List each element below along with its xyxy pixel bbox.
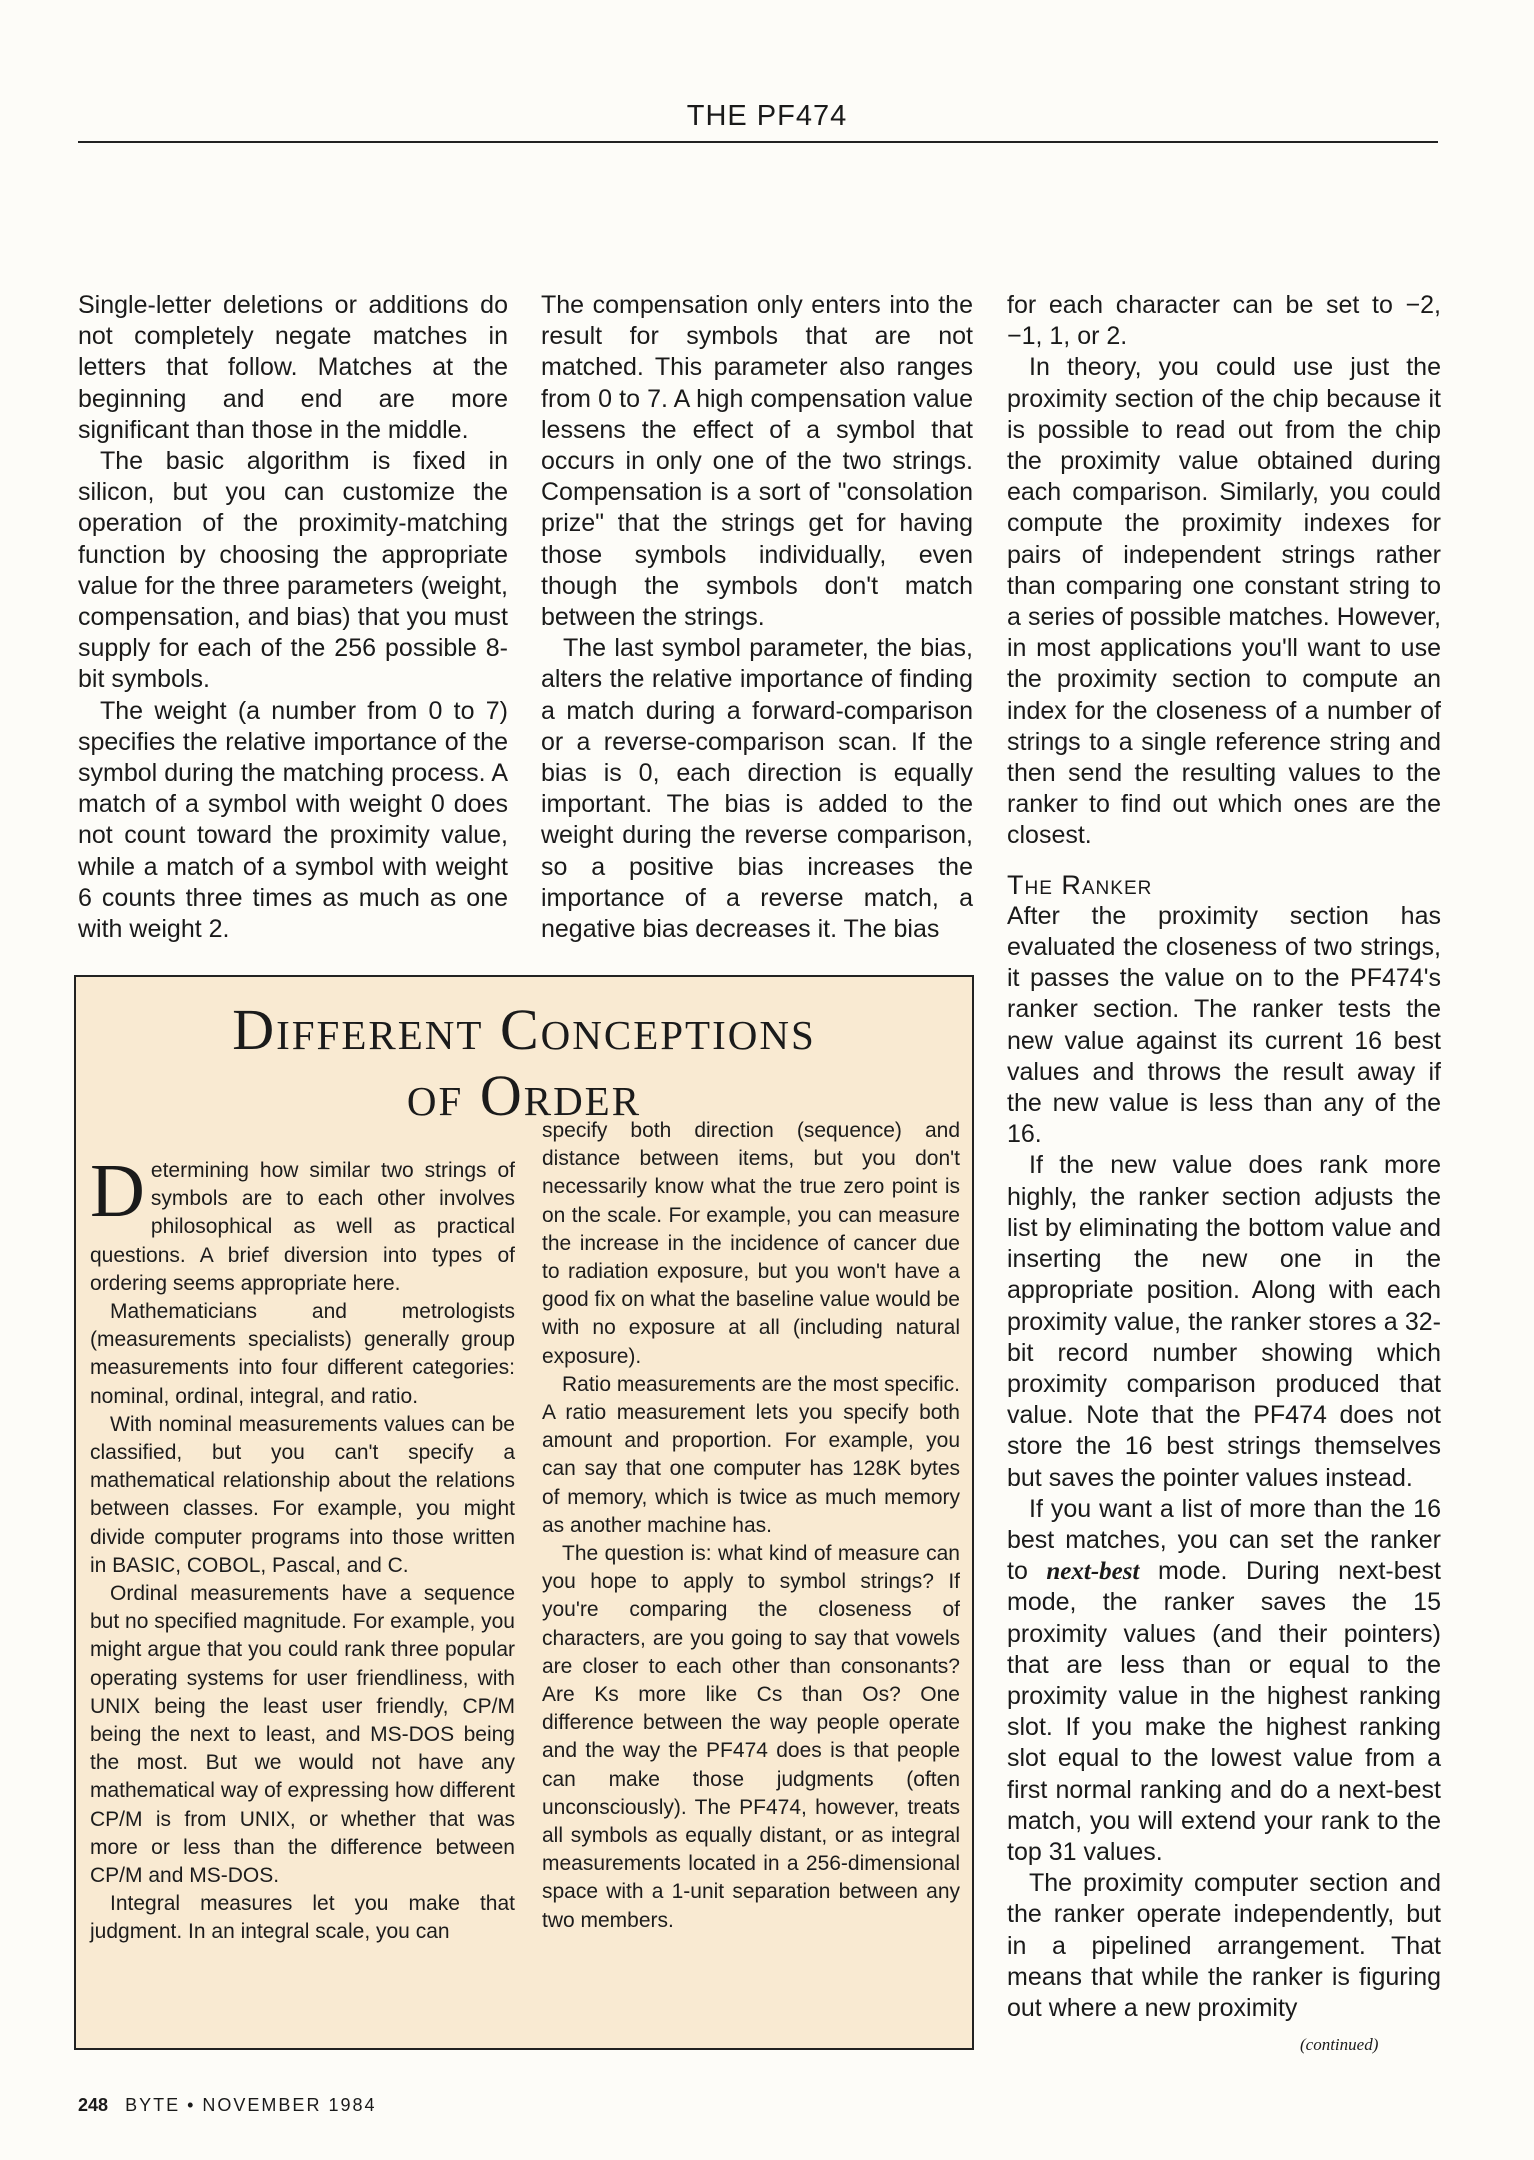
paragraph: for each character can be set to −2, −1, 1, or 2. [1007,291,1441,351]
paragraph: The basic algorithm is fixed in silicon, but you can customize the operation of the proximity-matching function by choosing the appropriate value for the three parameters (weight, compensation, and bias) that you must supply for each of the 256 possible 8-bit symbols. [78,447,508,694]
paragraph: Single-letter deletions or additions do not completely negate matches in letters that follow. Matches at the beginning and end are more significant than those in the middle. [78,291,508,444]
page-number: 248 [78,2095,109,2115]
paragraph: The proximity computer section and the ranker operate independently, but in a pipelined arrangement. That means that while the ranker is figuring out where a new proximity [1007,1869,1441,2022]
footer-separator: • [187,2095,196,2115]
header-rule [78,141,1438,143]
continued-marker: (continued) [1300,2035,1379,2054]
paragraph: If the new value does rank more highly, the ranker section adjusts the list by eliminating the bottom value and inserting the new one in the appropriate position. Along with each proximity value, the ranker stores a 32-bit record number showing which proximity comparison produced that value. Note that the PF474 does not store the 16 best strings themselves but saves the pointer values instead. [1007,1151,1441,1492]
paragraph: The compensation only enters into the result for symbols that are not matched. This parameter also ranges from 0 to 7. A high compensation value lessens the effect of a symbol that occurs in only one of the two strings. Compensation is a sort of "consolation prize" that the strings get for having those symbols individually, even though the symbols don't match between the strings. [541,291,973,632]
page-footer [78,2095,376,2116]
article-column-3 [1007,290,1441,2024]
drop-cap: D [90,1149,145,1233]
article-column-2 [541,290,973,945]
paragraph: The question is: what kind of measure can you hope to apply to symbol strings? If you're comparing the closeness of characters, are you going to say that vowels are closer to each other than consonants? Are Ks more like Cs than Os? One difference between the way people operate and the way the PF474 does is that people can make those judgments (often unconsciously). The PF474, however, treats all symbols as equally distant, or as integral measurements located in a 256-dimensional space with a 1-unit separation between any two members. [542,1542,960,1932]
magazine-name: BYTE [125,2095,181,2115]
term-next-best: next-best [1046,1558,1140,1586]
paragraph: Mathematicians and metrologists (measurements specialists) generally group measurements into four different categories: nominal, ordinal, integral, and ratio. [90,1300,515,1408]
paragraph: The weight (a number from 0 to 7) specifies the relative importance of the symbol during the matching process. A match of a symbol with weight 0 does not count toward the proximity value, while a match of a symbol with weight 6 counts three times as much as one with weight 2. [78,696,508,944]
text-run: etermining how similar two strings of symbols are to each other involves philosophical as well as practical questions. A brief diversion into types of ordering seems appropriate here. [90,1159,515,1295]
paragraph: specify both direction (sequence) and distance between items, but you don't necessarily know what the true zero point is on the scale. For example, you can measure the increase in the incidence of cancer due to radiation exposure, but you won't have a good fix on what the baseline value would be with no exposure at all (including natural exposure). [542,1119,960,1368]
sidebar-title-line-2: of Order [406,1063,642,1128]
paragraph: Ratio measurements are the most specific. A ratio measurement lets you specify both amount and proportion. For example, you can say that one computer has 128K bytes of memory, which is twice as much memory as another machine has. [542,1372,960,1537]
sidebar-title-line-1: Different Conceptions [232,997,816,1062]
text-run: If you want a list of more than the 16 best matches, you can set the ranker to [1007,1494,1441,1586]
issue-date: NOVEMBER 1984 [202,2095,377,2115]
paragraph [90,1149,515,1298]
text-run: mode. During next-best mode, the ranker saves the 15 proximity values (and their pointers) that are less than or equal to the proximity value in the highest ranking slot. If you make the highest ranking slot equal to the lowest value from a first normal ranking and do a next-best match, you will extend your rank to the top 31 values. [1007,1557,1442,1866]
sidebar-column-1 [90,1149,515,1947]
section-heading-ranker: The Ranker [1007,869,1153,900]
paragraph: Integral measures let you make that judgment. In an integral scale, you can [90,1892,515,1944]
paragraph: Ordinal measurements have a sequence but no specified magnitude. For example, you might argue that you could rank three popular operating systems for user friendliness, with UNIX being the least user friendly, CP/M being the next to least, and MS-DOS being the most. But we would not have any mathematical way of expressing how different CP/M is from UNIX, or whether that was more or less than the difference between CP/M and MS-DOS. [90,1582,515,1888]
sidebar-column-2 [542,1117,960,1935]
running-head: THE PF474 [686,100,848,132]
paragraph: After the proximity section has evaluated the closeness of two strings, it passes the value on to the PF474's ranker section. The ranker tests the new value against its current 16 best values and throws the result away if the new value is less than any of the 16. [1007,901,1441,1149]
paragraph [1007,1494,1441,1868]
sidebar-title [76,997,972,1129]
paragraph: With nominal measurements values can be classified, but you can't specify a mathematical relationship about the relations between classes. For example, you might divide computer programs into those written in BASIC, COBOL, Pascal, and C. [90,1412,515,1577]
paragraph: The last symbol parameter, the bias, alters the relative importance of finding a match during a forward-comparison or a reverse-comparison scan. If the bias is 0, each direction is equally important. The bias is added to the weight during the reverse comparison, so a positive bias increases the importance of a reverse match, a negative bias decreases it. The bias [541,634,973,944]
sidebar-box [74,975,974,2050]
paragraph: In theory, you could use just the proximity section of the chip because it is possible to read out from the chip the proximity value obtained during each comparison. Similarly, you could compute the proximity indexes for pairs of independent strings rather than comparing one constant string to a series of possible matches. However, in most applications you'll want to use the proximity section to compute an index for the closeness of a number of strings to a single reference string and then send the resulting values to the ranker to find out which ones are the closest. [1007,353,1441,850]
article-column-1 [78,290,508,945]
